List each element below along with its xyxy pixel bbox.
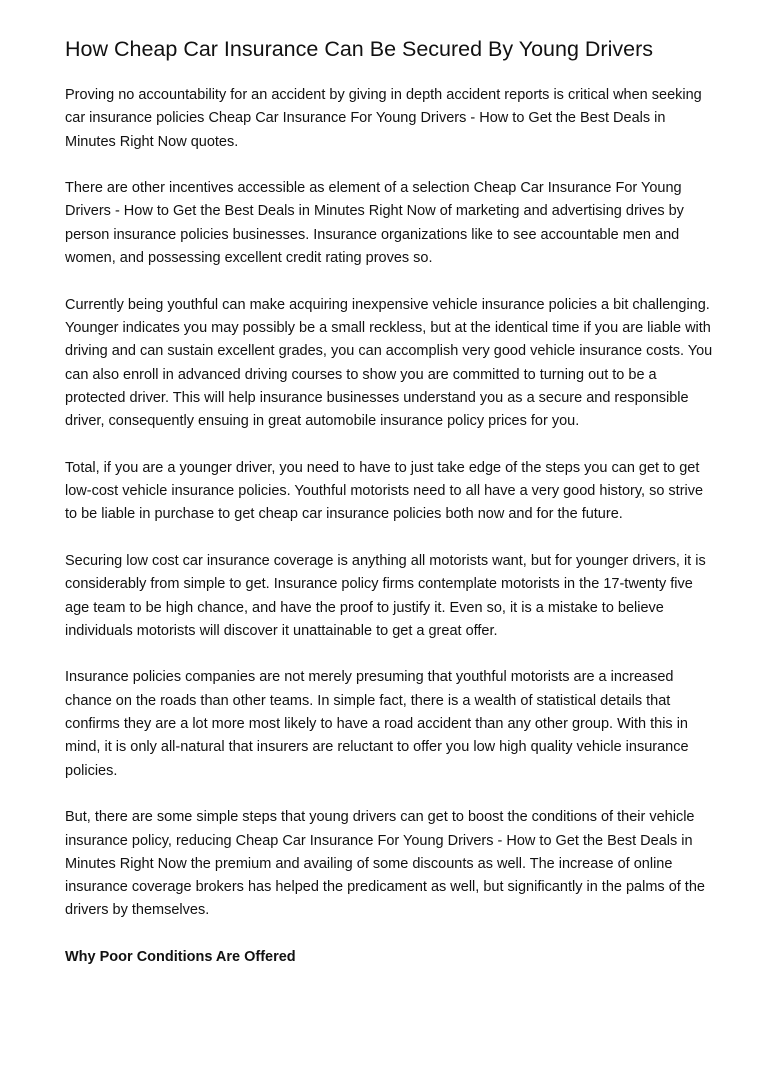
section-heading: Why Poor Conditions Are Offered — [65, 948, 296, 965]
paragraph: Currently being youthful can make acquiring inexpensive vehicle insurance policies a bit challenging. Younger indicates you may possibly be a small reckless, but at the identical time if you are liable with driving and can sustain excellent grades, you can accomplish very good vehicle insurance costs. You can also enroll in advanced driving courses to show you are committed to turning out to be a protected driver. This will help insurance businesses understand you as a secure and responsible driver, consequently ensuing in great automobile insurance policy prices for you. — [65, 296, 713, 430]
paragraph: Proving no accountability for an accident by giving in depth accident reports is critical when seeking car insurance policies Cheap Car Insurance For Young Drivers - How to Get the Best Deals in Minutes Right Now quotes. — [65, 87, 702, 150]
paragraph: There are other incentives accessible as element of a selection Cheap Car Insurance For Young Drivers - How to Get the Best Deals in Minutes Right Now of marketing and advertising drives by person insurance policies businesses. Insurance organizations like to see accountable men and women, and possessing excellent credit rating proves so. — [65, 180, 684, 267]
paragraph: But, there are some simple steps that young drivers can get to boost the conditions of their vehicle insurance policy, reducing Cheap Car Insurance For Young Drivers - How to Get the Best Deals in Minutes Right Now the premium and availing of some discounts as well. The increase of online insurance coverage brokers has helped the predicament as well, but significantly in the palms of the drivers by themselves. — [65, 809, 705, 919]
paragraph: Securing low cost car insurance coverage is anything all motorists want, but for younger drivers, it is considerably from simple to get. Insurance policy firms contemplate motorists in the 17-twenty five age team to be high chance, and have the proof to justify it. Even so, it is a mistake to believe individuals motorists will discover it unattainable to get a great offer. — [65, 552, 706, 639]
paragraph: Total, if you are a younger driver, you need to have to just take edge of the steps you can get to get low-cost vehicle insurance policies. Youthful motorists need to all have a very good history, so strive to be liable in purchase to get cheap car insurance policies both now and for the future. — [65, 459, 704, 523]
document-body — [65, 84, 719, 969]
paragraph: Insurance policies companies are not merely presuming that youthful motorists are a increased chance on the roads than other teams. In simple fact, there is a wealth of statistical details that confirms they are a lot more most likely to have a road accident than any other group. With this in mind, it is only all-natural that insurers are reluctant to offer you low high quality vehicle insurance policies. — [65, 669, 689, 779]
document-title: How Cheap Car Insurance Can Be Secured By Young Drivers — [65, 37, 653, 61]
